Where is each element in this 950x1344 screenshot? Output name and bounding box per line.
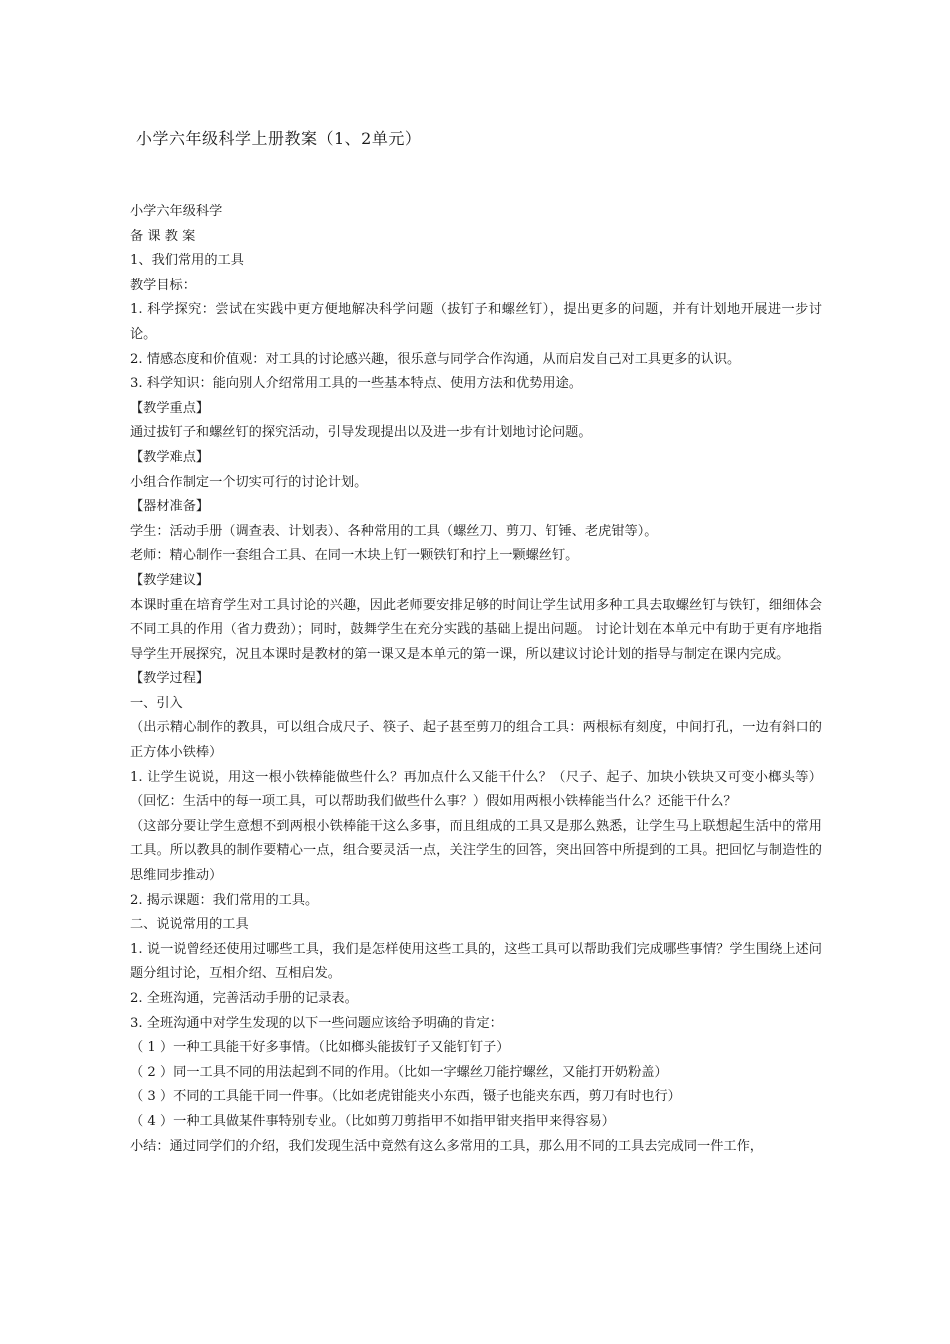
paragraph-objective-1: 1. 科学探究：尝试在实践中更方便地解决科学问题（拔钉子和螺丝钉），提出更多的问题，并有计划地开展进一步讨论。 [130, 302, 822, 342]
paragraph-point-4: （ 4 ）一种工具做某件事特别专业。（比如剪刀剪指甲不如指甲钳夹指甲来得容易） [130, 1113, 615, 1129]
paragraph-objectives-heading: 教学目标： [130, 277, 196, 293]
paragraph-teaching-aid: （出示精心制作的教具，可以组合成尺子、筷子、起子甚至剪刀的组合工具：两根标有刻度，中间打孔，一边有斜口的正方体小铁棒） [130, 720, 822, 761]
document-title: 小学六年级科学上册教案（1、2单元） [136, 129, 422, 148]
paragraph-part-2-heading: 二、说说常用的工具 [130, 917, 249, 933]
paragraph-point-1: （ 1 ）一种工具能干好多事情。（比如榔头能拔钉子又能钉钉子） [130, 1040, 510, 1056]
paragraph-step-1-note: （这部分要让学生意想不到两根小铁棒能干这么多事，而且组成的工具又是那么熟悉，让学生马上联想起生活中的常用工具。所以教具的制作要精心一点，组合要灵活一点，关注学生的回答，突出回答中所提到的工具。把回忆与制造性的思维同步推动） [130, 818, 822, 884]
paragraph-lesson-title: 1、我们常用的工具 [130, 253, 244, 269]
paragraph-part-1-heading: 一、引入 [130, 695, 183, 711]
paragraph-part-2-step-3: 3. 全班沟通中对学生发现的以下一些问题应该给予明确的肯定： [130, 1015, 503, 1031]
paragraph-step-2: 2. 揭示课题：我们常用的工具。 [130, 892, 319, 908]
paragraph-part-2-step-1: 1. 说一说曾经还使用过哪些工具，我们是怎样使用这些工具的，这些工具可以帮助我们完成哪些事情？学生围绕上述问题分组讨论，互相介绍、互相启发。 [130, 941, 822, 982]
paragraph-objective-2: 2. 情感态度和价值观：对工具的讨论感兴趣，很乐意与同学合作沟通，从而启发自己对工具更多的认识。 [130, 351, 741, 367]
paragraph-materials-students: 学生：活动手册（调查表、计划表）、各种常用的工具（螺丝刀、剪刀、钉锤、老虎钳等）。 [130, 523, 658, 539]
paragraph-point-2: （ 2 ）同一工具不同的用法起到不同的作用。（比如一字螺丝刀能拧螺丝，又能打开奶粉盖） [130, 1064, 668, 1080]
paragraph-subject: 小学六年级科学 [130, 204, 223, 219]
paragraph-lesson-plan-label: 备 课 教 案 [130, 228, 196, 244]
section-heading-materials: 【器材准备】 [130, 499, 210, 515]
section-heading-process: 【教学过程】 [130, 671, 210, 687]
paragraph-objective-3: 3. 科学知识：能向别人介绍常用工具的一些基本特点、使用方法和优势用途。 [130, 376, 582, 392]
section-heading-key-points: 【教学重点】 [130, 400, 210, 416]
paragraph-materials-teacher: 老师：精心制作一套组合工具、在同一木块上钉一颗铁钉和拧上一颗螺丝钉。 [130, 548, 579, 564]
document-body [130, 200, 822, 1159]
section-heading-difficulties: 【教学难点】 [130, 449, 210, 465]
paragraph-difficulties: 小组合作制定一个切实可行的讨论计划。 [130, 474, 368, 490]
section-heading-suggestions: 【教学建议】 [130, 572, 210, 588]
paragraph-summary: 小结：通过同学们的介绍，我们发现生活中竟然有这么多常用的工具，那么用不同的工具去完成同一件工作， [130, 1138, 763, 1154]
paragraph-point-3: （ 3 ）不同的工具能干同一件事。（比如老虎钳能夹小东西，镊子也能夹东西，剪刀有时也行） [130, 1089, 681, 1105]
paragraph-part-2-step-2: 2. 全班沟通，完善活动手册的记录表。 [130, 991, 358, 1006]
paragraph-suggestions: 本课时重在培育学生对工具讨论的兴趣，因此老师要安排足够的时间让学生试用多种工具去取螺丝钉与铁钉，细细体会不同工具的作用（省力费劲）；同时，鼓舞学生在充分实践的基础上提出问题。 讨论计划在本单元中有助于更有序地指导学生开展探究，况且本课时是教材的第一课又是本单元的第一课，所以建议讨论计划的指导与制定在课内完成。 [130, 597, 822, 662]
paragraph-step-1: 1. 让学生说说，用这一根小铁棒能做些什么？再加点什么又能干什么？（尺子、起子、加块小铁块又可变小榔头等）（回忆：生活中的每一项工具，可以帮助我们做些什么事？）假如用两根小铁棒能当什么？还能干什么？ [130, 769, 822, 810]
paragraph-key-points: 通过拔钉子和螺丝钉的探究活动，引导发现提出以及进一步有计划地讨论问题。 [130, 425, 592, 441]
